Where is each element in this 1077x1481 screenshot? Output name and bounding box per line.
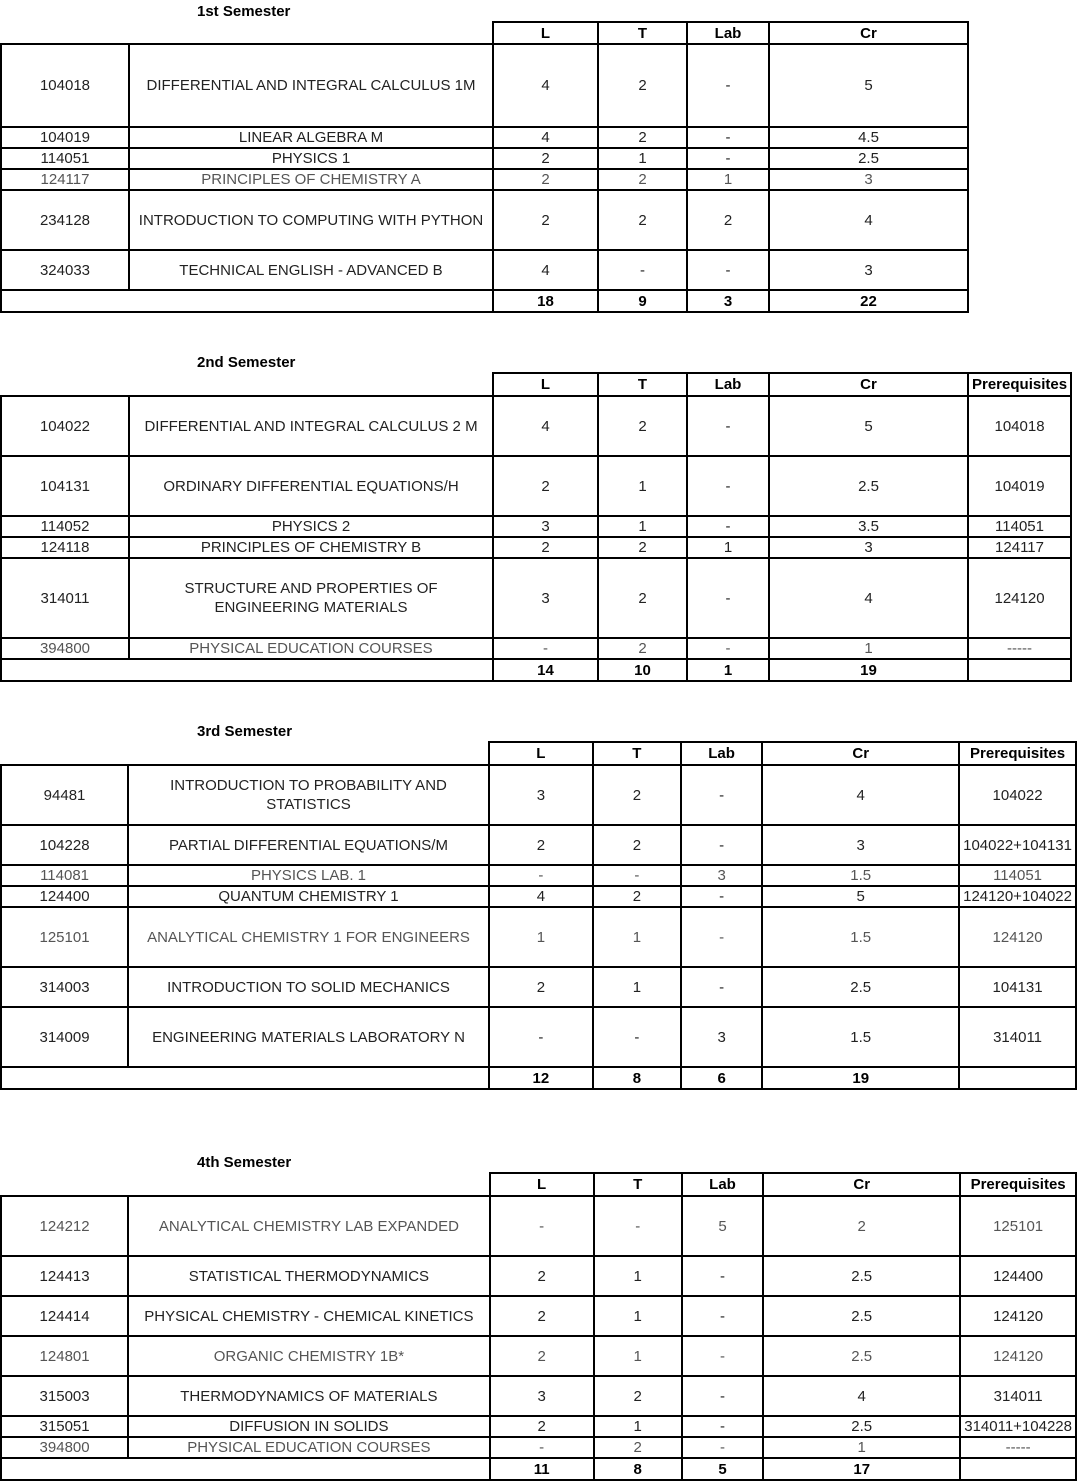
totals-label-cell bbox=[1, 1067, 489, 1089]
credits: 2 bbox=[763, 1196, 960, 1256]
total-lab-hours: 1 bbox=[687, 659, 769, 681]
tutorial-hours: 1 bbox=[593, 907, 681, 967]
credits: 1.5 bbox=[762, 907, 959, 967]
tutorial-hours: - bbox=[598, 250, 687, 290]
tutorial-hours: 2 bbox=[594, 1376, 682, 1416]
tutorial-hours: 2 bbox=[598, 169, 687, 190]
tutorial-hours: 2 bbox=[598, 127, 687, 148]
course-code: 394800 bbox=[1, 638, 129, 659]
header-blank bbox=[129, 22, 493, 44]
header-credits: Cr bbox=[763, 1173, 960, 1196]
header-lectures: L bbox=[493, 373, 598, 396]
tutorial-hours: - bbox=[593, 1007, 681, 1067]
semester-table bbox=[0, 372, 1072, 682]
course-name: INTRODUCTION TO COMPUTING WITH PYTHON bbox=[129, 190, 493, 250]
header-row bbox=[1, 1173, 1076, 1196]
lecture-hours: 3 bbox=[489, 765, 593, 825]
header-blank bbox=[128, 1173, 489, 1196]
header-tutorials: T bbox=[598, 373, 687, 396]
course-code: 124118 bbox=[1, 537, 129, 558]
prerequisites: ----- bbox=[960, 1437, 1076, 1458]
course-name: DIFFERENTIAL AND INTEGRAL CALCULUS 1M bbox=[129, 44, 493, 127]
lab-hours: - bbox=[687, 44, 769, 127]
credits: 1.5 bbox=[762, 1007, 959, 1067]
prerequisites: 124120 bbox=[960, 1296, 1076, 1336]
header-blank bbox=[128, 742, 489, 765]
tutorial-hours: 2 bbox=[593, 825, 681, 865]
course-code: 234128 bbox=[1, 190, 129, 250]
course-row bbox=[1, 148, 968, 169]
semester-table bbox=[0, 741, 1077, 1090]
lecture-hours: - bbox=[490, 1196, 594, 1256]
lecture-hours: 4 bbox=[493, 44, 598, 127]
credits: 3 bbox=[769, 169, 968, 190]
lab-hours: - bbox=[681, 967, 762, 1007]
header-blank bbox=[1, 22, 129, 44]
course-name: PRINCIPLES OF CHEMISTRY B bbox=[129, 537, 493, 558]
tutorial-hours: 2 bbox=[593, 765, 681, 825]
course-code: 314009 bbox=[1, 1007, 128, 1067]
credits: 3 bbox=[769, 250, 968, 290]
header-lectures: L bbox=[490, 1173, 594, 1196]
header-lab: Lab bbox=[687, 22, 769, 44]
lab-hours: 3 bbox=[681, 1007, 762, 1067]
course-row bbox=[1, 169, 968, 190]
tutorial-hours: 2 bbox=[598, 638, 687, 659]
credits: 2.5 bbox=[769, 148, 968, 169]
lab-hours: - bbox=[682, 1416, 763, 1437]
prerequisites: 124120 bbox=[960, 1336, 1076, 1376]
course-code: 125101 bbox=[1, 907, 128, 967]
course-row bbox=[1, 127, 968, 148]
header-credits: Cr bbox=[769, 373, 968, 396]
tutorial-hours: 1 bbox=[598, 148, 687, 169]
lab-hours: 5 bbox=[682, 1196, 763, 1256]
prerequisites: ----- bbox=[968, 638, 1071, 659]
lecture-hours: 3 bbox=[493, 558, 598, 638]
course-row bbox=[1, 1007, 1076, 1067]
course-row bbox=[1, 516, 1071, 537]
header-credits: Cr bbox=[769, 22, 968, 44]
lecture-hours: 2 bbox=[493, 190, 598, 250]
semester-table bbox=[0, 21, 969, 313]
lecture-hours: 1 bbox=[489, 907, 593, 967]
lab-hours: - bbox=[687, 396, 769, 456]
lab-hours: - bbox=[681, 907, 762, 967]
totals-label-cell bbox=[1, 659, 493, 681]
header-blank bbox=[1, 1173, 128, 1196]
lab-hours: 1 bbox=[687, 169, 769, 190]
course-name: QUANTUM CHEMISTRY 1 bbox=[128, 886, 489, 907]
total-tutorial-hours: 8 bbox=[594, 1458, 682, 1480]
prerequisites: 114051 bbox=[968, 516, 1071, 537]
lecture-hours: 2 bbox=[490, 1336, 594, 1376]
lecture-hours: 2 bbox=[493, 148, 598, 169]
lab-hours: - bbox=[681, 765, 762, 825]
header-tutorials: T bbox=[598, 22, 687, 44]
header-blank bbox=[129, 373, 493, 396]
total-lab-hours: 3 bbox=[687, 290, 769, 312]
course-row bbox=[1, 1256, 1076, 1296]
course-name: DIFFERENTIAL AND INTEGRAL CALCULUS 2 M bbox=[129, 396, 493, 456]
credits: 4 bbox=[763, 1376, 960, 1416]
lab-hours: - bbox=[682, 1336, 763, 1376]
semester-title: 1st Semester bbox=[197, 3, 291, 20]
header-lectures: L bbox=[493, 22, 598, 44]
course-row bbox=[1, 537, 1071, 558]
course-row bbox=[1, 1416, 1076, 1437]
credits: 5 bbox=[769, 44, 968, 127]
total-tutorial-hours: 8 bbox=[593, 1067, 681, 1089]
tutorial-hours: 1 bbox=[598, 516, 687, 537]
totals-row bbox=[1, 290, 968, 312]
totals-prereq-cell bbox=[960, 1458, 1076, 1480]
credits: 2.5 bbox=[763, 1336, 960, 1376]
course-name: PHYSICS LAB. 1 bbox=[128, 865, 489, 886]
prerequisites: 124120 bbox=[968, 558, 1071, 638]
credits: 2.5 bbox=[763, 1296, 960, 1336]
course-row bbox=[1, 558, 1071, 638]
totals-row bbox=[1, 1458, 1076, 1480]
course-row bbox=[1, 396, 1071, 456]
header-lectures: L bbox=[489, 742, 593, 765]
credits: 5 bbox=[769, 396, 968, 456]
course-name: LINEAR ALGEBRA M bbox=[129, 127, 493, 148]
course-name: PHYSICAL EDUCATION COURSES bbox=[128, 1437, 489, 1458]
lecture-hours: 2 bbox=[493, 169, 598, 190]
prerequisites: 124400 bbox=[960, 1256, 1076, 1296]
course-code: 394800 bbox=[1, 1437, 128, 1458]
header-tutorials: T bbox=[593, 742, 681, 765]
lecture-hours: 2 bbox=[493, 537, 598, 558]
totals-label-cell bbox=[1, 1458, 490, 1480]
total-credits: 22 bbox=[769, 290, 968, 312]
prerequisites: 124117 bbox=[968, 537, 1071, 558]
lab-hours: - bbox=[682, 1296, 763, 1336]
course-name: PHYSICAL EDUCATION COURSES bbox=[129, 638, 493, 659]
course-code: 104228 bbox=[1, 825, 128, 865]
header-credits: Cr bbox=[762, 742, 959, 765]
course-name: ANALYTICAL CHEMISTRY LAB EXPANDED bbox=[128, 1196, 489, 1256]
lab-hours: - bbox=[687, 516, 769, 537]
header-lab: Lab bbox=[687, 373, 769, 396]
credits: 2.5 bbox=[763, 1416, 960, 1437]
lab-hours: - bbox=[682, 1256, 763, 1296]
course-row bbox=[1, 190, 968, 250]
lecture-hours: 4 bbox=[493, 250, 598, 290]
credits: 3.5 bbox=[769, 516, 968, 537]
total-lecture-hours: 11 bbox=[490, 1458, 594, 1480]
course-row bbox=[1, 638, 1071, 659]
course-row bbox=[1, 456, 1071, 516]
course-row bbox=[1, 1376, 1076, 1416]
lecture-hours: - bbox=[489, 865, 593, 886]
semester-table bbox=[0, 1172, 1077, 1481]
course-code: 314011 bbox=[1, 558, 129, 638]
total-lab-hours: 5 bbox=[682, 1458, 763, 1480]
course-name: STRUCTURE AND PROPERTIES OF ENGINEERING MATERIALS bbox=[129, 558, 493, 638]
prerequisites: 104131 bbox=[959, 967, 1076, 1007]
credits: 1.5 bbox=[762, 865, 959, 886]
prerequisites: 104022+104131 bbox=[959, 825, 1076, 865]
prerequisites: 114051 bbox=[959, 865, 1076, 886]
course-name: INTRODUCTION TO SOLID MECHANICS bbox=[128, 967, 489, 1007]
tutorial-hours: 1 bbox=[594, 1296, 682, 1336]
course-row bbox=[1, 886, 1076, 907]
course-name: PHYSICS 2 bbox=[129, 516, 493, 537]
lab-hours: - bbox=[687, 148, 769, 169]
course-code: 114051 bbox=[1, 148, 129, 169]
tutorial-hours: - bbox=[594, 1196, 682, 1256]
lab-hours: - bbox=[682, 1376, 763, 1416]
credits: 2.5 bbox=[769, 456, 968, 516]
course-code: 124801 bbox=[1, 1336, 128, 1376]
lecture-hours: 4 bbox=[493, 127, 598, 148]
tutorial-hours: - bbox=[593, 865, 681, 886]
course-row bbox=[1, 250, 968, 290]
prerequisites: 314011+104228 bbox=[960, 1416, 1076, 1437]
credits: 1 bbox=[769, 638, 968, 659]
tutorial-hours: 2 bbox=[598, 190, 687, 250]
credits: 3 bbox=[762, 825, 959, 865]
prerequisites: 314011 bbox=[960, 1376, 1076, 1416]
tutorial-hours: 1 bbox=[594, 1416, 682, 1437]
totals-label-cell bbox=[1, 290, 493, 312]
course-row bbox=[1, 865, 1076, 886]
credits: 1 bbox=[763, 1437, 960, 1458]
lecture-hours: 2 bbox=[490, 1256, 594, 1296]
credits: 5 bbox=[762, 886, 959, 907]
tutorial-hours: 1 bbox=[598, 456, 687, 516]
header-tutorials: T bbox=[594, 1173, 682, 1196]
course-name: ORDINARY DIFFERENTIAL EQUATIONS/H bbox=[129, 456, 493, 516]
credits: 3 bbox=[769, 537, 968, 558]
total-tutorial-hours: 10 bbox=[598, 659, 687, 681]
tutorial-hours: 2 bbox=[594, 1437, 682, 1458]
header-prerequisites: Prerequisites bbox=[968, 373, 1071, 396]
course-name: ENGINEERING MATERIALS LABORATORY N bbox=[128, 1007, 489, 1067]
course-code: 94481 bbox=[1, 765, 128, 825]
course-row bbox=[1, 765, 1076, 825]
total-tutorial-hours: 9 bbox=[598, 290, 687, 312]
tutorial-hours: 2 bbox=[598, 537, 687, 558]
semester-title: 3rd Semester bbox=[197, 723, 293, 740]
course-name: PARTIAL DIFFERENTIAL EQUATIONS/M bbox=[128, 825, 489, 865]
credits: 4 bbox=[762, 765, 959, 825]
lab-hours: 1 bbox=[687, 537, 769, 558]
tutorial-hours: 2 bbox=[598, 558, 687, 638]
course-name: PHYSICAL CHEMISTRY - CHEMICAL KINETICS bbox=[128, 1296, 489, 1336]
tutorial-hours: 1 bbox=[594, 1256, 682, 1296]
course-name: PRINCIPLES OF CHEMISTRY A bbox=[129, 169, 493, 190]
totals-prereq-cell bbox=[968, 659, 1071, 681]
course-code: 124400 bbox=[1, 886, 128, 907]
credits: 4 bbox=[769, 558, 968, 638]
prerequisites: 104018 bbox=[968, 396, 1071, 456]
course-code: 314003 bbox=[1, 967, 128, 1007]
lecture-hours: 4 bbox=[489, 886, 593, 907]
lab-hours: - bbox=[682, 1437, 763, 1458]
total-lab-hours: 6 bbox=[681, 1067, 762, 1089]
total-credits: 17 bbox=[763, 1458, 960, 1480]
lab-hours: - bbox=[687, 456, 769, 516]
lab-hours: 3 bbox=[681, 865, 762, 886]
prerequisites: 124120 bbox=[959, 907, 1076, 967]
lab-hours: 2 bbox=[687, 190, 769, 250]
course-code: 124212 bbox=[1, 1196, 128, 1256]
course-row bbox=[1, 44, 968, 127]
credits: 2.5 bbox=[762, 967, 959, 1007]
course-code: 124413 bbox=[1, 1256, 128, 1296]
lecture-hours: 2 bbox=[490, 1296, 594, 1336]
lecture-hours: 2 bbox=[490, 1416, 594, 1437]
prerequisites: 104022 bbox=[959, 765, 1076, 825]
header-lab: Lab bbox=[681, 742, 762, 765]
header-row bbox=[1, 742, 1076, 765]
course-name: INTRODUCTION TO PROBABILITY AND STATISTICS bbox=[128, 765, 489, 825]
course-name: PHYSICS 1 bbox=[129, 148, 493, 169]
tutorial-hours: 2 bbox=[598, 396, 687, 456]
course-row bbox=[1, 1196, 1076, 1256]
course-name: ORGANIC CHEMISTRY 1B* bbox=[128, 1336, 489, 1376]
lecture-hours: - bbox=[493, 638, 598, 659]
course-code: 315051 bbox=[1, 1416, 128, 1437]
header-blank bbox=[1, 742, 128, 765]
course-code: 114081 bbox=[1, 865, 128, 886]
course-code: 315003 bbox=[1, 1376, 128, 1416]
course-row bbox=[1, 825, 1076, 865]
course-name: STATISTICAL THERMODYNAMICS bbox=[128, 1256, 489, 1296]
lab-hours: - bbox=[681, 886, 762, 907]
course-code: 124414 bbox=[1, 1296, 128, 1336]
lab-hours: - bbox=[687, 558, 769, 638]
tutorial-hours: 2 bbox=[598, 44, 687, 127]
header-prerequisites: Prerequisites bbox=[959, 742, 1076, 765]
header-row bbox=[1, 373, 1071, 396]
lecture-hours: 4 bbox=[493, 396, 598, 456]
totals-prereq-cell bbox=[959, 1067, 1076, 1089]
totals-row bbox=[1, 659, 1071, 681]
course-code: 114052 bbox=[1, 516, 129, 537]
lab-hours: - bbox=[687, 638, 769, 659]
course-name: DIFFUSION IN SOLIDS bbox=[128, 1416, 489, 1437]
prerequisites: 124120+104022 bbox=[959, 886, 1076, 907]
lecture-hours: 2 bbox=[493, 456, 598, 516]
course-row bbox=[1, 967, 1076, 1007]
lecture-hours: - bbox=[490, 1437, 594, 1458]
course-row bbox=[1, 1437, 1076, 1458]
course-code: 104022 bbox=[1, 396, 129, 456]
course-row bbox=[1, 1296, 1076, 1336]
header-prerequisites: Prerequisites bbox=[960, 1173, 1076, 1196]
prerequisites: 104019 bbox=[968, 456, 1071, 516]
total-lecture-hours: 18 bbox=[493, 290, 598, 312]
semester-title: 2nd Semester bbox=[197, 354, 296, 371]
lecture-hours: - bbox=[489, 1007, 593, 1067]
lab-hours: - bbox=[681, 825, 762, 865]
total-lecture-hours: 14 bbox=[493, 659, 598, 681]
lecture-hours: 2 bbox=[489, 825, 593, 865]
course-code: 104019 bbox=[1, 127, 129, 148]
header-row bbox=[1, 22, 968, 44]
header-lab: Lab bbox=[682, 1173, 763, 1196]
tutorial-hours: 1 bbox=[594, 1336, 682, 1376]
course-name: TECHNICAL ENGLISH - ADVANCED B bbox=[129, 250, 493, 290]
totals-row bbox=[1, 1067, 1076, 1089]
semester-title: 4th Semester bbox=[197, 1154, 292, 1171]
course-code: 324033 bbox=[1, 250, 129, 290]
lecture-hours: 2 bbox=[489, 967, 593, 1007]
total-lecture-hours: 12 bbox=[489, 1067, 593, 1089]
prerequisites: 314011 bbox=[959, 1007, 1076, 1067]
course-code: 124117 bbox=[1, 169, 129, 190]
credits: 4 bbox=[769, 190, 968, 250]
credits: 4.5 bbox=[769, 127, 968, 148]
prerequisites: 125101 bbox=[960, 1196, 1076, 1256]
course-code: 104018 bbox=[1, 44, 129, 127]
lecture-hours: 3 bbox=[493, 516, 598, 537]
course-row bbox=[1, 907, 1076, 967]
course-name: ANALYTICAL CHEMISTRY 1 FOR ENGINEERS bbox=[128, 907, 489, 967]
course-name: THERMODYNAMICS OF MATERIALS bbox=[128, 1376, 489, 1416]
tutorial-hours: 1 bbox=[593, 967, 681, 1007]
course-code: 104131 bbox=[1, 456, 129, 516]
lab-hours: - bbox=[687, 250, 769, 290]
lecture-hours: 3 bbox=[490, 1376, 594, 1416]
credits: 2.5 bbox=[763, 1256, 960, 1296]
tutorial-hours: 2 bbox=[593, 886, 681, 907]
total-credits: 19 bbox=[769, 659, 968, 681]
course-row bbox=[1, 1336, 1076, 1376]
header-blank bbox=[1, 373, 129, 396]
lab-hours: - bbox=[687, 127, 769, 148]
total-credits: 19 bbox=[762, 1067, 959, 1089]
